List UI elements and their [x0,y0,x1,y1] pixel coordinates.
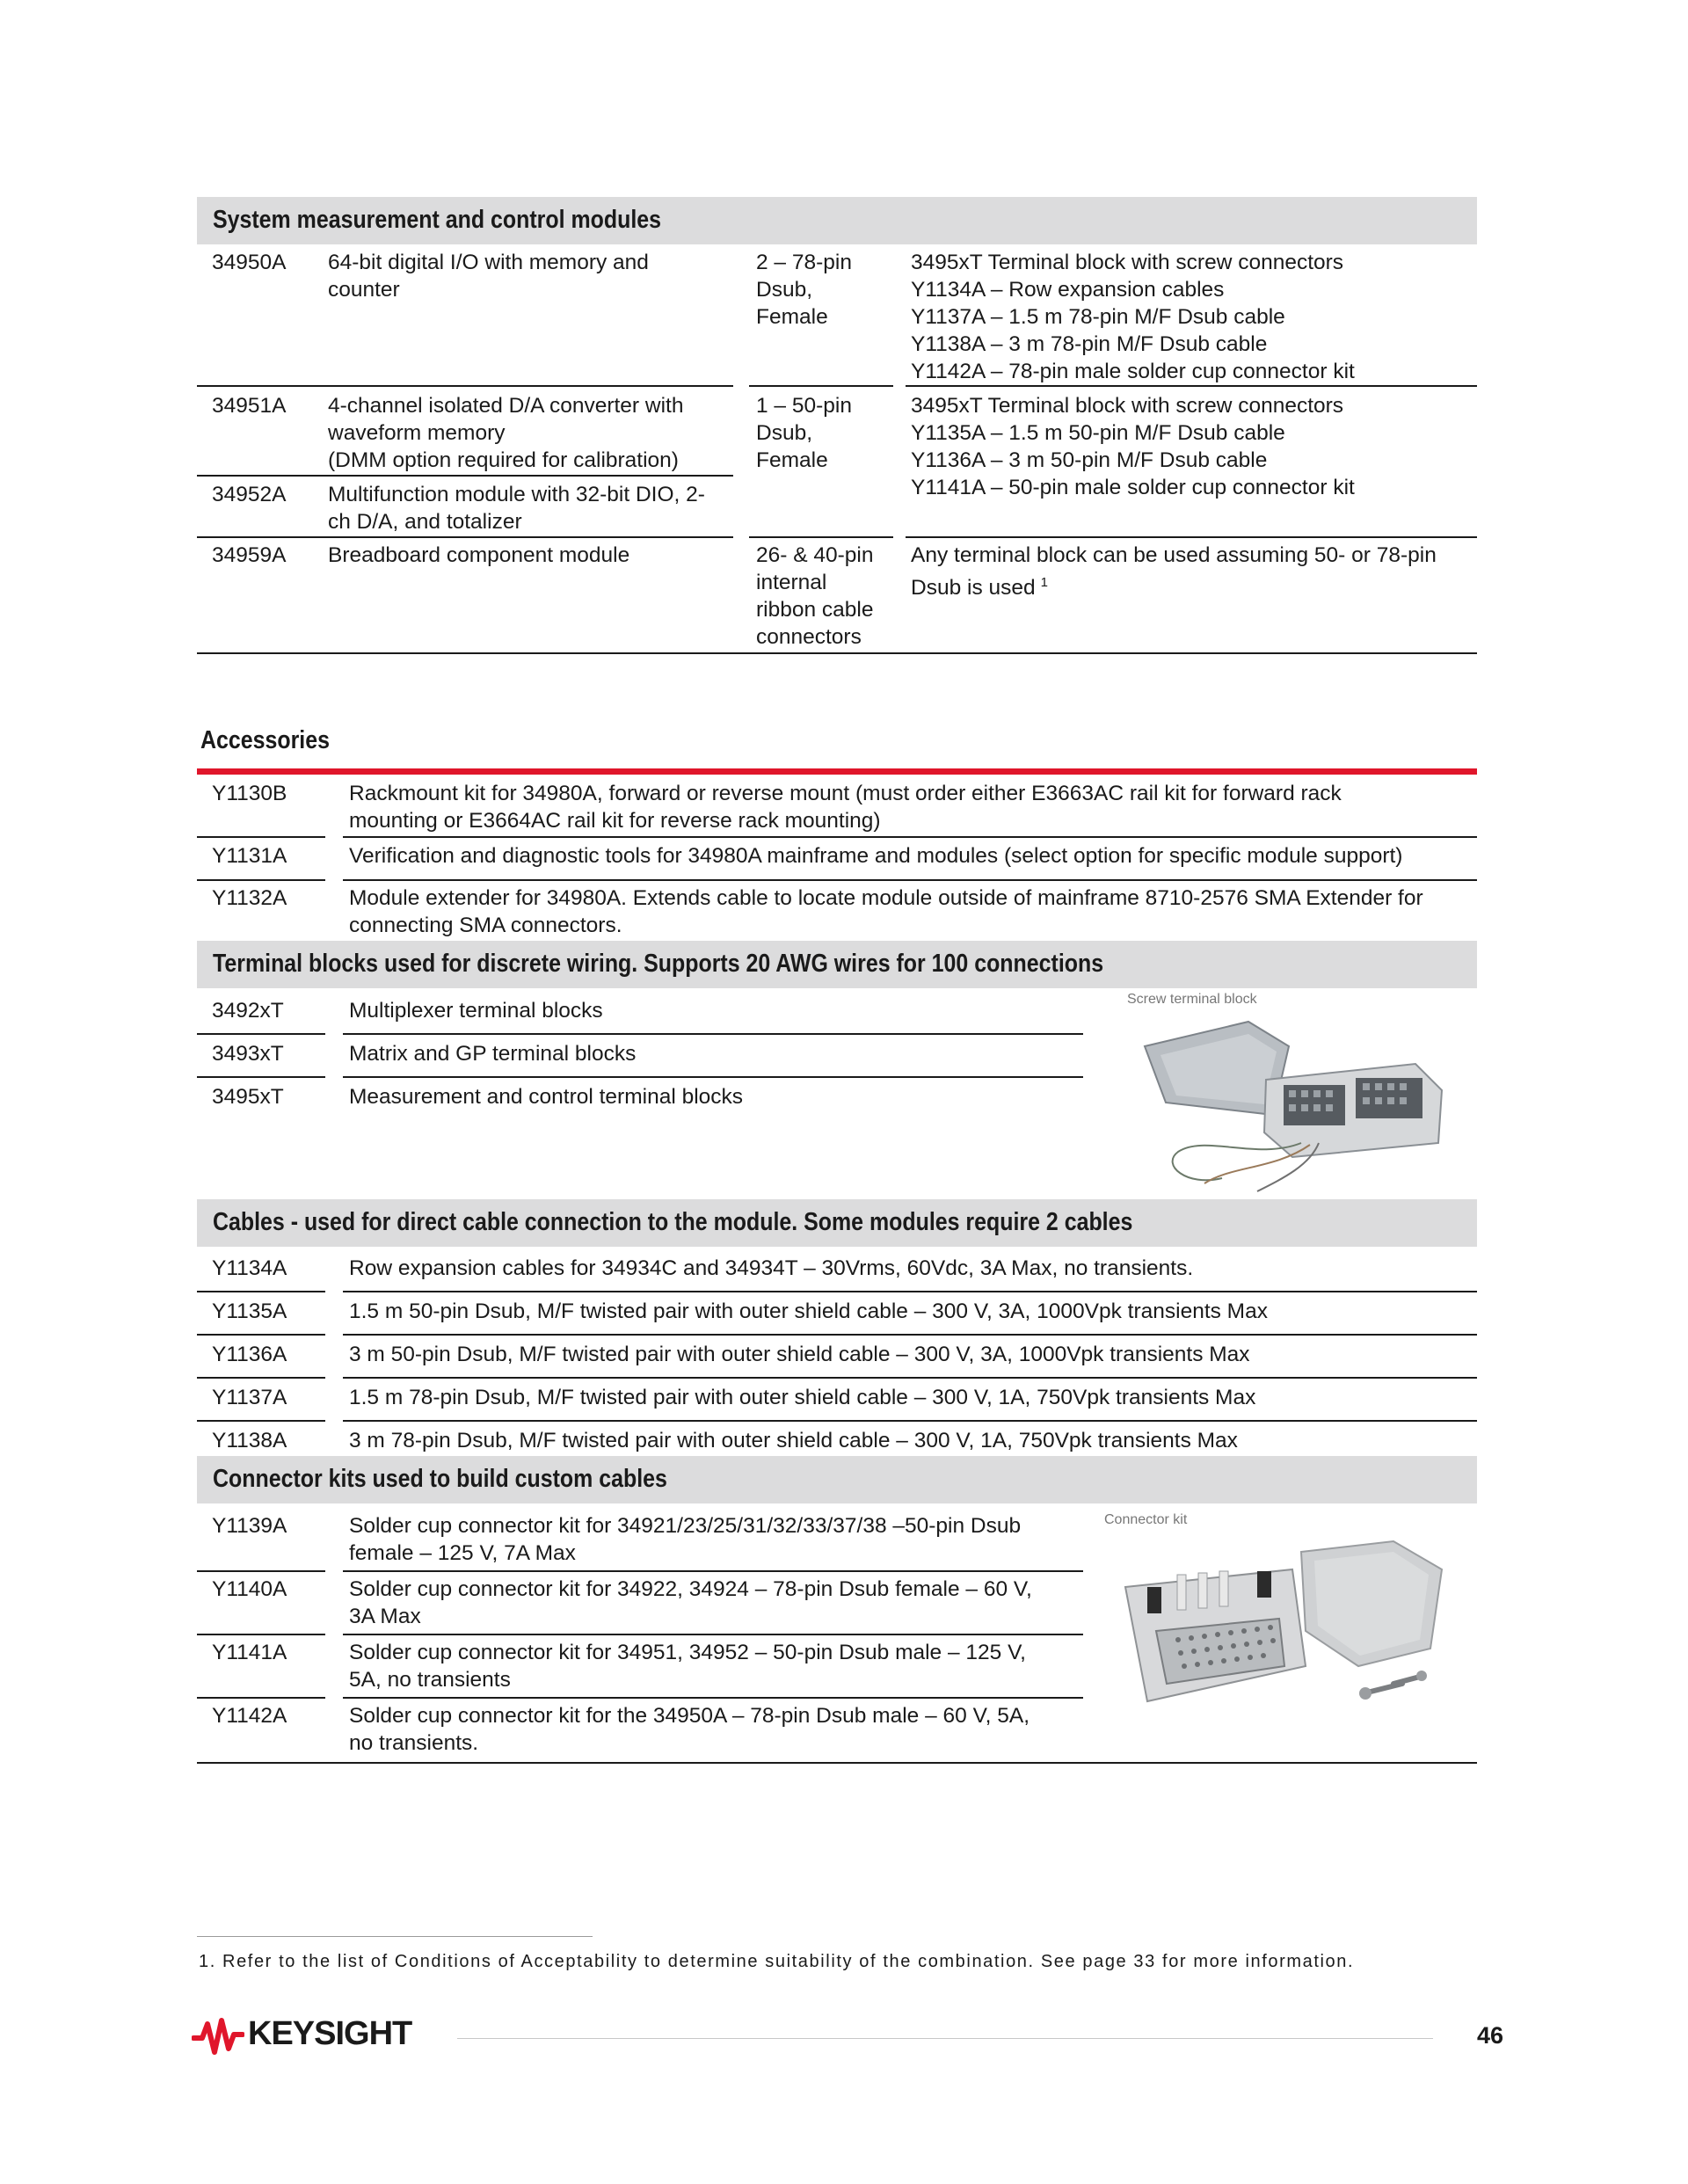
kit-description-line: 5A, no transients [349,1668,511,1692]
model-number: Y1142A [212,1704,287,1728]
connector-kit-image [1103,1534,1455,1728]
kit-description [349,1639,1026,1693]
connector-type-line: 26- & 40-pin [756,543,874,567]
connector-type-line: ribbon cable [756,598,874,622]
kit-description-line: Solder cup connector kit for 34951, 34952 – 50-pin Dsub male – 125 V, [349,1641,1026,1664]
accessory-list-line: Y1138A – 3 m 78-pin M/F Dsub cable [911,332,1268,356]
accessory-description-line: Rackmount kit for 34980A, forward or reverse mount (must order either E3663AC rail kit for forward rack [349,782,1342,805]
model-number: 34950A [212,251,287,274]
row-divider [343,879,1477,881]
model-number: Y1131A [212,844,287,868]
connector-type-line: Dsub, [756,278,813,302]
model-number: Y1134A [212,1256,287,1280]
row-divider [343,836,1477,838]
accessory-description-line: Verification and diagnostic tools for 34980A mainframe and modules (select option for specific module support) [349,844,1403,868]
terminal-description: Multiplexer terminal blocks [349,999,603,1023]
connector-type [756,392,852,474]
connector-type-line: Dsub, [756,421,813,445]
connector-type [756,542,873,651]
terminal-description: Measurement and control terminal blocks [349,1085,744,1109]
connector-type-line: Female [756,448,828,472]
accessory-list-line: Any terminal block can be used assuming 50- or 78-pin [911,543,1437,567]
row-divider [197,1697,325,1699]
model-number: Y1130B [212,782,287,805]
accessory-description [349,885,1423,939]
row-divider [343,1697,1083,1699]
footnote-divider [197,1936,593,1937]
section-header-terminal [197,941,1477,988]
accessory-description-line: connecting SMA connectors. [349,914,622,937]
accessory-list [911,249,1355,385]
row-divider [197,1291,325,1292]
accessory-list-line: 3495xT Terminal block with screw connectors [911,251,1344,274]
module-description-line: 4-channel isolated D/A converter with [328,394,684,418]
accessory-description [349,780,1342,834]
connector-type-line: 2 – 78-pin [756,251,852,274]
kit-description-line: Solder cup connector kit for 34922, 34924 – 78-pin Dsub female – 60 V, [349,1577,1032,1601]
row-divider [197,1570,325,1572]
model-number: Y1139A [212,1514,287,1538]
connector-type-line: Female [756,305,828,329]
row-divider [343,1377,1477,1379]
screw-terminal-block-image [1125,1011,1459,1196]
row-divider [197,1076,325,1078]
kit-description-line: 3A Max [349,1605,421,1628]
row-divider [343,1033,1083,1035]
accessory-description [349,842,1402,870]
model-number: Y1140A [212,1577,287,1601]
module-description-line: (DMM option required for calibration) [328,448,679,472]
accent-bar [197,768,1477,775]
row-divider [197,1762,1477,1764]
model-number: Y1138A [212,1429,287,1452]
row-divider [343,1334,1477,1336]
row-divider [197,385,733,387]
kit-description-line: female – 125 V, 7A Max [349,1541,576,1565]
section-title: Connector kits used to build custom cables [213,1465,667,1493]
row-divider [343,1634,1083,1635]
accessory-list-line: Y1135A – 1.5 m 50-pin M/F Dsub cable [911,421,1285,445]
cable-description: 1.5 m 50-pin Dsub, M/F twisted pair with outer shield cable – 300 V, 3A, 1000Vpk transients Max [349,1299,1268,1323]
footer-divider [457,2038,1433,2039]
model-number: 3492xT [212,999,284,1023]
accessory-list-line: Y1136A – 3 m 50-pin M/F Dsub cable [911,448,1268,472]
row-divider [343,1570,1083,1572]
row-divider [197,475,733,477]
row-divider [906,536,1477,538]
module-description-line: 64-bit digital I/O with memory and [328,251,649,274]
model-number: 3495xT [212,1085,284,1109]
row-divider [197,1420,325,1422]
model-number: Y1136A [212,1343,287,1366]
module-description-line: Breadboard component module [328,543,630,567]
row-divider [197,1377,325,1379]
row-divider [749,536,893,538]
row-divider [197,1334,325,1336]
row-divider [749,385,893,387]
footnote: 1. Refer to the list of Conditions of Acceptability to determine suitability of the combination. See page 33 for more information. [199,1952,1355,1971]
cable-description: Row expansion cables for 34934C and 34934T – 30Vrms, 60Vdc, 3A Max, no transients. [349,1256,1194,1280]
accessory-list-line: Dsub is used $^1$ [911,575,1048,601]
row-divider [197,536,733,538]
kit-description [349,1576,1032,1630]
kit-description [349,1512,1021,1567]
row-divider [343,1291,1477,1292]
connector-type-line: 1 – 50-pin [756,394,852,418]
footnote-ref: 1 [1040,575,1048,590]
module-description-line: counter [328,278,400,302]
accessory-description-line: mounting or E3664AC rail kit for reverse rack mounting) [349,809,881,833]
accessory-list-line: Y1142A – 78-pin male solder cup connector kit [911,360,1355,383]
kit-description-line: Solder cup connector kit for 34921/23/25/31/32/33/37/38 –50-pin Dsub [349,1514,1022,1538]
module-description [328,392,683,474]
connector-type [756,249,852,331]
section-title: Terminal blocks used for discrete wiring. Supports 20 AWG wires for 100 connections [213,950,1104,978]
model-number: 34959A [212,543,287,567]
connector-type-line: internal [756,571,827,594]
model-number: Y1135A [212,1299,287,1323]
photo-caption: Screw terminal block [1127,992,1257,1007]
row-divider [197,1033,325,1035]
row-divider [197,1634,325,1635]
section-header-cables [197,1199,1477,1247]
module-description-line: Multifunction module with 32-bit DIO, 2- [328,483,705,506]
section-title: System measurement and control modules [213,206,662,234]
module-description [328,249,649,303]
kit-description [349,1702,1030,1757]
model-number: 34951A [212,394,287,418]
model-number: Y1141A [212,1641,287,1664]
cable-description: 1.5 m 78-pin Dsub, M/F twisted pair with outer shield cable – 300 V, 1A, 750Vpk transients Max [349,1386,1256,1409]
model-number: 34952A [212,483,287,506]
keysight-wave-icon [192,2017,244,2056]
accessory-list-line: Y1137A – 1.5 m 78-pin M/F Dsub cable [911,305,1285,329]
module-description-line: ch D/A, and totalizer [328,510,522,534]
page-number: 46 [1477,2022,1504,2049]
accessory-list-line: Y1134A – Row expansion cables [911,278,1225,302]
row-divider [906,385,1477,387]
terminal-description: Matrix and GP terminal blocks [349,1042,637,1066]
module-description [328,542,629,569]
kit-description-line: no transients. [349,1731,479,1755]
row-divider [197,879,325,881]
row-divider [197,652,1477,654]
model-number: Y1137A [212,1386,287,1409]
section-header-system [197,197,1477,244]
keysight-logo: KEYSIGHT [248,2015,412,2052]
connector-type-line: connectors [756,625,862,649]
cable-description: 3 m 78-pin Dsub, M/F twisted pair with outer shield cable – 300 V, 1A, 750Vpk transients Max [349,1429,1238,1452]
accessory-list-line: 3495xT Terminal block with screw connectors [911,394,1344,418]
accessory-list [911,542,1437,601]
section-title: Cables - used for direct cable connection to the module. Some modules require 2 cables [213,1208,1133,1236]
photo-caption: Connector kit [1104,1512,1188,1527]
row-divider [197,836,325,838]
model-number: 3493xT [212,1042,284,1066]
module-description [328,481,705,535]
accessory-list [911,392,1355,501]
model-number: Y1132A [212,886,287,910]
row-divider [343,1076,1083,1078]
module-description-line: waveform memory [328,421,506,445]
accessory-description-line: Module extender for 34980A. Extends cable to locate module outside of mainframe 8710-2576 SMA Extender for [349,886,1423,910]
row-divider [343,1420,1477,1422]
cable-description: 3 m 50-pin Dsub, M/F twisted pair with outer shield cable – 300 V, 3A, 1000Vpk transients Max [349,1343,1250,1366]
accessories-title: Accessories [200,726,330,754]
accessory-list-line: Y1141A – 50-pin male solder cup connector kit [911,476,1355,499]
kit-description-line: Solder cup connector kit for the 34950A – 78-pin Dsub male – 60 V, 5A, [349,1704,1030,1728]
section-header-kits [197,1456,1477,1503]
